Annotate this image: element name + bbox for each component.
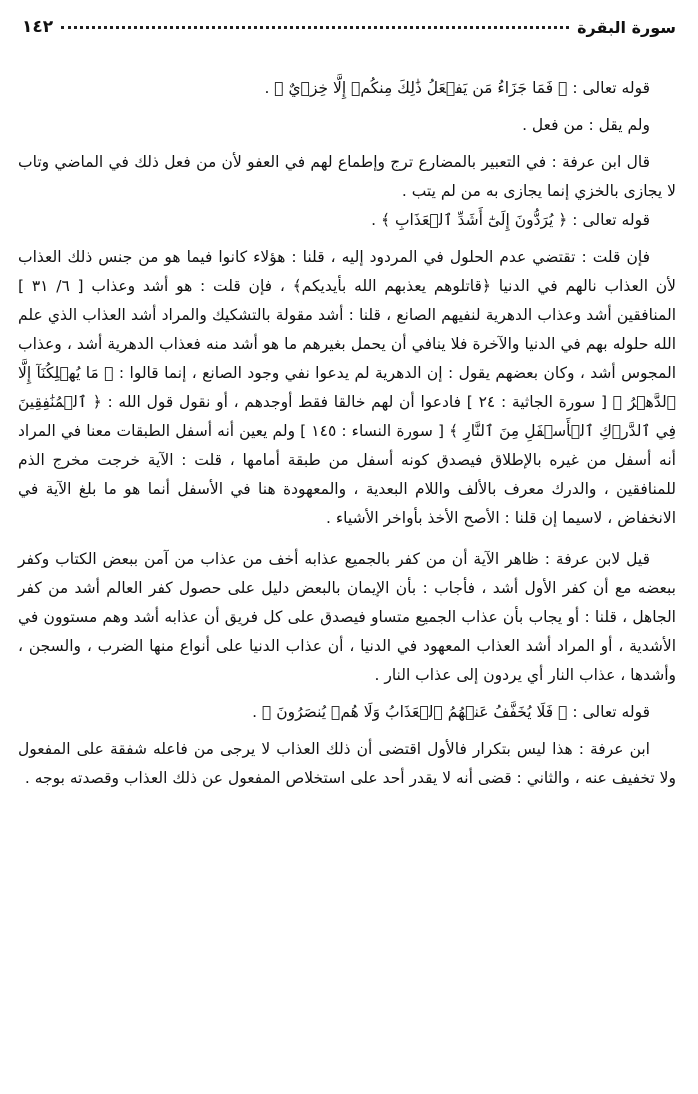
paragraph-note-1: ولم يقل : من فعل .: [522, 116, 650, 134]
page-number: ١٤٢: [22, 17, 54, 37]
paragraph-ibn-arafa-2: قيل لابن عرفة : ظاهر الآية أن من كفر بالجميع عذابه أخف من عذاب من آمن ببعض الكتاب وكفر ببعضه مع أن كفر الأول أشد ، فأجاب : بأن الإيمان بالبعض دليل على حصول كفر العالم أشد من كفر الجاهل ، قلنا : أو يجاب بأن عذاب الجميع متساو فيصدق على كل فريق أن عذابه أشد وهم مستوون في الأشدية ، أو المراد أشد العذاب المعهود في الدنيا ، أن عذاب الدنيا على أنواع منها الضرب ، والسجن ، وأشدها ، عذاب النار أي يردون إلى عذاب النار .: [18, 550, 676, 684]
paragraph-verse-1: قوله تعالى : ﴿ فَمَا جَزَاءُ مَن يَفۡعَلُ ذَٰلِكَ مِنكُمۡ إِلَّا خِزۡيٌ ﴾ .: [264, 79, 650, 97]
paragraph-verse-2: قوله تعالى : ﴿ يُرَدُّونَ إِلَىٰٓ أَشَدِّ ٱلۡعَذَابِ ﴾ .: [371, 211, 650, 229]
paragraph-ibn-arafa-3: ابن عرفة : هذا ليس بتكرار فالأول اقتضى أن ذلك العذاب لا يرجى من فاعله شفقة على المفعول ولا تخفيف عنه ، والثاني : قضى أنه لا يقدر أحد على استخلاص المفعول عن ذلك العذاب وقصدته بوجه .: [18, 740, 676, 787]
page-header: [22, 14, 676, 40]
paragraph-ibn-arafa-1: قال ابن عرفة : في التعبير بالمضارع ترج وإطماع لهم في العفو لأن من فعل ذلك في الماضي وتاب لا يجازى بالخزي إنما يجازى به من لم يتب .: [18, 153, 676, 200]
header-dotted-rule: [61, 26, 569, 29]
paragraph-verse-3: قوله تعالى : ﴿ فَلَا يُخَفَّفُ عَنۡهُمُ ٱلۡعَذَابُ وَلَا هُمۡ يُنصَرُونَ ﴾ .: [252, 703, 650, 721]
page-body: [18, 74, 676, 793]
paragraph-discussion: فإن قلت : تقتضي عدم الحلول في المردود إليه ، قلنا : هؤلاء كانوا فيما هو من جنس ذلك العذاب لأن العذاب نالهم في الدنيا ﴿قاتلوهم يعذبهم الله بأيديكم﴾ ، فإن قلت : هو أشد وعذاب [ ٦/ ٣١ ] المنافقين أشد وعذاب الدهرية لنفيهم الصانع ، قلنا : أشد مقولة بالتشكيك والمراد أشد العذاب الذي علم الله حلوله بهم في الدنيا والآخرة فلا ينافي أن يحمل بغيرهم ما هو أشد منه فعذاب الدهرية أشد ، وعذاب المجوس أشد ، وكان بعضهم يقول : إن الدهرية لم يدعوا نفي وجود الصانع ، إنما قالوا : ﴿ مَا يُهۡلِكُنَآ إِلَّا ٱلدَّهۡرُ ﴾ [ سورة الجاثية : ٢٤ ] فادعوا أن لهم خالقا فقط أوجدهم ، أو نقول قول الله : ﴿ ٱلۡمُنَٰفِقِينَ فِي ٱلدَّرۡكِ ٱلۡأَسۡفَلِ مِنَ ٱلنَّارِ ﴾ [ سورة النساء : ١٤٥ ] ولم يعين أنه أسفل الطبقات معنا في المراد أنه أسفل من غيره بالإطلاق فيصدق كونه أسفل من طبقة أمامها ، قلت : الآية خرجت مخرج الذم للمنافقين ، والدرك معرف بالألف واللام البعدية ، والمعهودة هنا في الأسفل أنما هو ما بلغ الآية في الانخفاض ، لاسيما إن قلنا : الأصح الأخذ بأواخر الأشياء .: [18, 248, 677, 527]
surah-title: سورة البقرة: [577, 17, 676, 37]
